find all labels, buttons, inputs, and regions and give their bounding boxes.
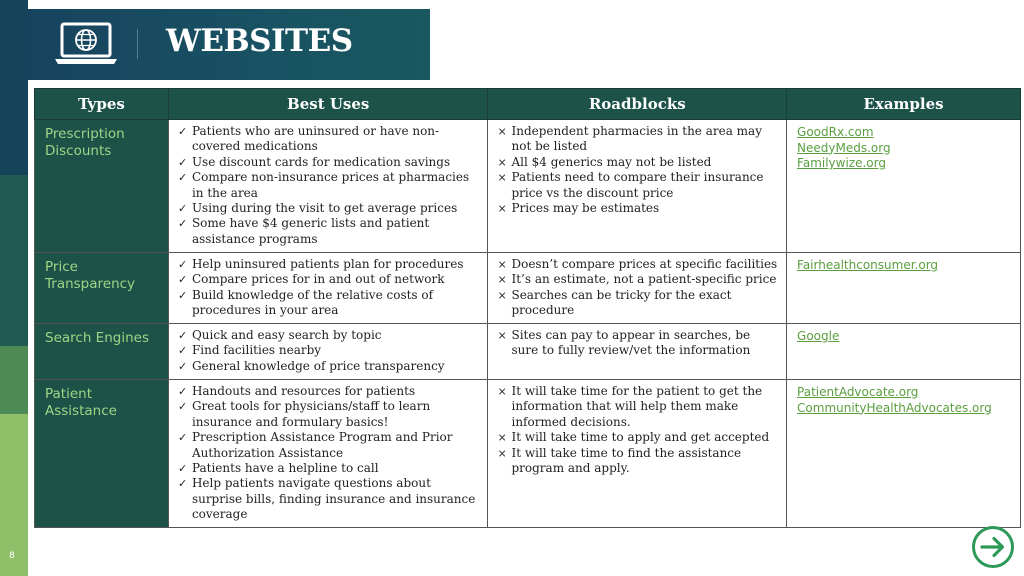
list-item-text: Great tools for physicians/staff to learn insurance and formulary basics! — [191, 399, 431, 429]
example-link[interactable]: CommunityHealthAdvocates.org — [797, 400, 992, 415]
cross-icon: × — [497, 329, 507, 342]
list-item-text: Patients have a helpline to call — [191, 461, 379, 476]
list-item-text: All $4 generics may not be listed — [511, 154, 712, 169]
check-icon: ✓ — [177, 385, 188, 398]
roadblocks-cell — [488, 253, 787, 324]
check-icon: ✓ — [177, 125, 188, 138]
list-item — [497, 328, 780, 359]
check-icon: ✓ — [177, 217, 188, 231]
roadblocks-list — [497, 328, 780, 359]
table-header-row — [35, 89, 1021, 120]
list-item-text: Prices may be estimates — [511, 201, 660, 216]
list-item — [497, 430, 780, 445]
banner-divider — [137, 29, 138, 59]
type-cell: Search Engines — [35, 324, 169, 380]
list-item-text: Compare non-insurance prices at pharmacies in the area — [191, 170, 470, 200]
list-item-text: It will take time for the patient to get the information that will help them make informed decisions. — [511, 384, 763, 429]
best-uses-cell — [168, 120, 488, 253]
check-icon: ✓ — [177, 258, 188, 271]
list-item — [178, 399, 482, 430]
table-row — [35, 253, 1021, 324]
list-item-text: Independent pharmacies in the area may not be listed — [511, 124, 762, 154]
title-banner — [28, 9, 430, 80]
check-icon: ✓ — [177, 477, 188, 491]
list-item-text: Help patients navigate questions about surprise bills, finding insurance and insurance coverage — [191, 476, 476, 522]
list-item-text: It’s an estimate, not a patient-specific price — [511, 272, 777, 287]
check-icon: ✓ — [177, 462, 188, 476]
cross-icon: × — [497, 171, 507, 185]
cross-icon: × — [497, 258, 507, 271]
list-item — [178, 272, 482, 287]
list-item — [178, 430, 482, 461]
cross-icon: × — [497, 273, 507, 287]
column-header-types: Types — [35, 89, 169, 120]
example-link[interactable]: PatientAdvocate.org — [797, 385, 919, 399]
type-cell: Price Transparency — [35, 253, 169, 324]
list-item — [497, 170, 780, 201]
example-link[interactable]: GoodRx.com — [797, 125, 874, 139]
list-item — [178, 216, 482, 247]
example-link[interactable]: Google — [797, 329, 840, 343]
best-uses-list — [178, 257, 482, 319]
list-item — [497, 155, 780, 170]
check-icon: ✓ — [177, 400, 188, 414]
column-header-examples: Examples — [787, 89, 1021, 120]
type-cell: Prescription Discounts — [35, 120, 169, 253]
best-uses-list — [178, 328, 482, 374]
check-icon: ✓ — [177, 202, 188, 216]
list-item-text: Find facilities nearby — [191, 343, 322, 358]
roadblocks-list — [497, 257, 780, 319]
best-uses-cell — [168, 380, 488, 528]
list-item-text: Searches can be tricky for the exact procedure — [511, 287, 732, 318]
stripe-segment — [0, 346, 28, 414]
best-uses-cell — [168, 324, 488, 380]
cross-icon: × — [497, 125, 507, 138]
best-uses-list — [178, 124, 482, 247]
list-item-text: Patients need to compare their insurance price vs the discount price — [511, 170, 764, 200]
list-item-text: It will take time to apply and get accepted — [511, 430, 770, 445]
cross-icon: × — [497, 202, 507, 216]
list-item — [178, 476, 482, 522]
list-item-text: It will take time to find the assistance program and apply. — [511, 445, 742, 476]
example-link[interactable]: Fairhealthconsumer.org — [797, 258, 939, 272]
examples-cell — [787, 253, 1021, 324]
list-item — [497, 272, 780, 287]
check-icon: ✓ — [177, 359, 188, 373]
list-item — [178, 257, 482, 272]
list-item-text: Patients who are uninsured or have non-covered medications — [191, 124, 440, 154]
arrow-right-circle-icon[interactable] — [971, 525, 1015, 569]
roadblocks-list — [497, 124, 780, 216]
cross-icon: × — [497, 155, 507, 169]
list-item-text: Sites can pay to appear in searches, be sure to fully review/vet the information — [511, 328, 751, 358]
table-row — [35, 380, 1021, 528]
list-item-text: Some have $4 generic lists and patient assistance programs — [191, 216, 430, 246]
type-cell: Patient Assistance — [35, 380, 169, 528]
list-item — [178, 359, 482, 374]
examples-cell — [787, 120, 1021, 253]
column-header-best-uses: Best Uses — [168, 89, 488, 120]
list-item — [178, 155, 482, 170]
check-icon: ✓ — [177, 329, 188, 342]
list-item — [497, 384, 780, 430]
list-item — [497, 257, 780, 272]
examples-cell — [787, 380, 1021, 528]
roadblocks-cell — [488, 120, 787, 253]
list-item — [178, 170, 482, 201]
list-item — [178, 124, 482, 155]
roadblocks-cell — [488, 380, 787, 528]
list-item-text: Compare prices for in and out of network — [191, 272, 445, 287]
check-icon: ✓ — [177, 344, 188, 358]
laptop-globe-icon — [53, 21, 119, 67]
websites-table — [34, 88, 1021, 528]
page-number: 8 — [9, 551, 15, 561]
check-icon: ✓ — [177, 273, 188, 287]
list-item-text: Handouts and resources for patients — [191, 384, 416, 398]
roadblocks-cell — [488, 324, 787, 380]
list-item-text: General knowledge of price transparency — [191, 358, 445, 373]
check-icon: ✓ — [177, 431, 188, 445]
list-item — [497, 446, 780, 477]
list-item-text: Using during the visit to get average prices — [191, 201, 458, 216]
list-item-text: Help uninsured patients plan for procedures — [191, 257, 464, 271]
stripe-segment — [0, 175, 28, 346]
example-link[interactable]: NeedyMeds.org — [797, 140, 891, 155]
list-item-text: Prescription Assistance Program and Prior Authorization Assistance — [191, 430, 453, 460]
best-uses-cell — [168, 253, 488, 324]
left-color-stripe — [0, 0, 28, 576]
table-row — [35, 324, 1021, 380]
check-icon: ✓ — [177, 288, 188, 302]
list-item — [178, 461, 482, 476]
cross-icon: × — [497, 288, 507, 302]
cross-icon: × — [497, 431, 507, 445]
page-title: WEBSITES — [166, 23, 353, 59]
best-uses-list — [178, 384, 482, 523]
list-item-text: Build knowledge of the relative costs of procedures in your area — [191, 287, 434, 318]
examples-cell — [787, 324, 1021, 380]
list-item — [178, 288, 482, 319]
list-item-text: Quick and easy search by topic — [191, 328, 382, 342]
list-item — [497, 201, 780, 216]
roadblocks-list — [497, 384, 780, 476]
column-header-roadblocks: Roadblocks — [488, 89, 787, 120]
check-icon: ✓ — [177, 155, 188, 169]
list-item-text: Doesn’t compare prices at specific facilities — [511, 257, 778, 271]
list-item — [497, 124, 780, 155]
list-item — [497, 288, 780, 319]
stripe-segment — [0, 0, 28, 175]
table-row — [35, 120, 1021, 253]
list-item — [178, 384, 482, 399]
list-item-text: Use discount cards for medication savings — [191, 154, 451, 169]
cross-icon: × — [497, 385, 507, 398]
check-icon: ✓ — [177, 171, 188, 185]
list-item — [178, 201, 482, 216]
example-link[interactable]: Familywize.org — [797, 156, 886, 170]
cross-icon: × — [497, 446, 507, 460]
list-item — [178, 328, 482, 343]
list-item — [178, 343, 482, 358]
